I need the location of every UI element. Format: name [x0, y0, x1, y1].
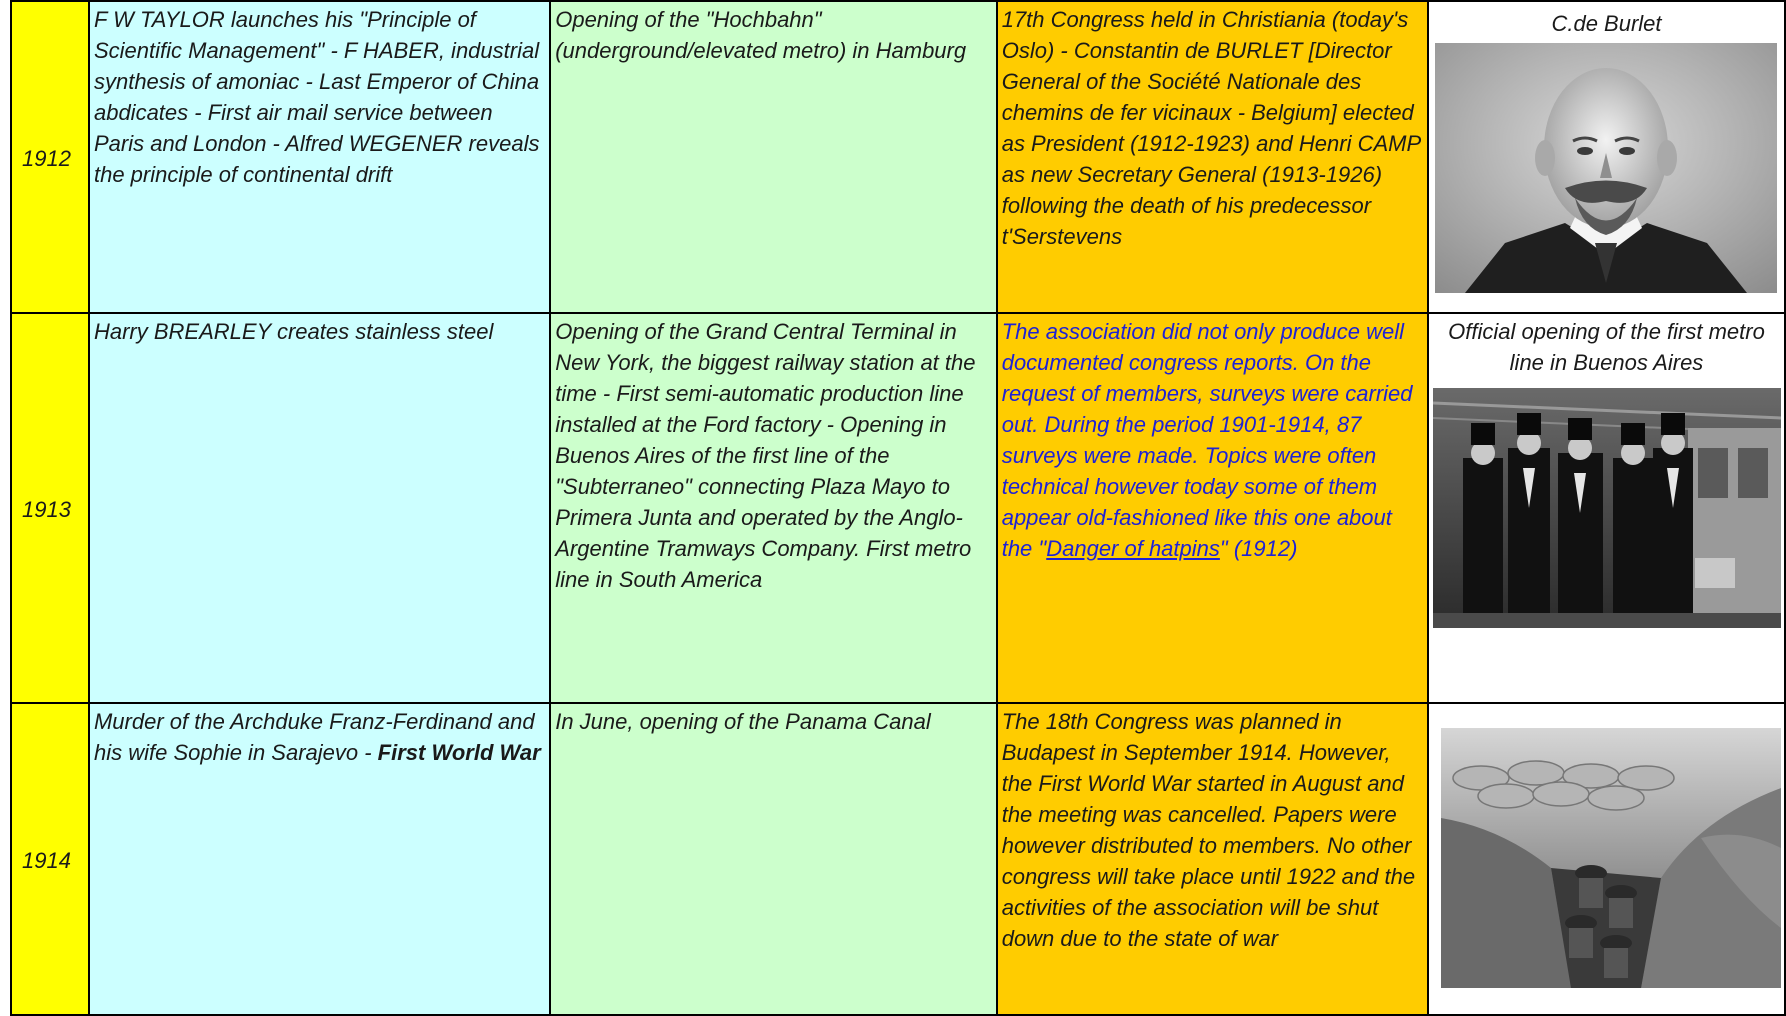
year-cell: 1914 — [11, 703, 89, 1015]
world-events-cell — [89, 703, 550, 1015]
association-events-cell: 17th Congress held in Christiania (today's Oslo) - Constantin de BURLET [Director General of the Société Nationale des chemins de fer vicinaux - Belgium] elected as President (1912-1923) and Henri CAMP as new Secretary General (1913-1926) following the death of his predecessor t'Serstevens — [997, 1, 1428, 313]
timeline-table — [10, 0, 1786, 1016]
world-events-cell: F W TAYLOR launches his "Principle of Scientific Management" - F HABER, industrial synthesis of amoniac - Last Emperor of China abdicates - First air mail service between Paris and London - Alfred WEGENER reveals the principle of continental drift — [89, 1, 550, 313]
photo-cell — [1428, 313, 1785, 703]
photo-cell — [1428, 1, 1785, 313]
hatpins-link[interactable]: Danger of hatpins — [1046, 536, 1220, 561]
association-text-end: " (1912) — [1219, 536, 1298, 561]
world-events-bold: First World War — [377, 740, 541, 765]
world-events-cell: Harry BREARLEY creates stainless steel — [89, 313, 550, 703]
timeline-row-1914 — [11, 703, 1785, 1015]
world-events-text: Murder of the Archduke Franz-Ferdinand and his wife Sophie in Sarajevo - — [93, 709, 535, 765]
trench-photo — [1441, 728, 1781, 988]
transport-events-cell: Opening of the Grand Central Terminal in New York, the biggest railway station at the time - First semi-automatic production line installed at the Ford factory - Opening in Buenos Aires of the first line of the "Subterraneo" connecting Plaza Mayo to Primera Junta and operated by the Anglo-Argentine Tramways Company. First metro line in South America — [550, 313, 996, 703]
metro-opening-photo — [1433, 388, 1781, 628]
transport-events-cell: In June, opening of the Panama Canal — [550, 703, 996, 1015]
year-cell: 1913 — [11, 313, 89, 703]
transport-events-cell: Opening of the "Hochbahn" (underground/elevated metro) in Hamburg — [550, 1, 996, 313]
portrait-photo — [1435, 43, 1777, 293]
timeline-row-1913 — [11, 313, 1785, 703]
association-events-cell: The 18th Congress was planned in Budapest in September 1914. However, the First World War started in August and the meeting was cancelled. Papers were however distributed to members. No other congress will take place until 1922 and the activities of the association will be shut down due to the state of war — [997, 703, 1428, 1015]
year-cell: 1912 — [11, 1, 89, 313]
association-text: The association did not only produce well documented congress reports. On the request of members, surveys were carried out. During the period 1901-1914, 87 surveys were made. Topics were often technical however today some of them appear old-fashioned like this one about the " — [1001, 319, 1413, 561]
association-events-cell — [997, 313, 1428, 703]
photo-cell — [1428, 703, 1785, 1015]
timeline-row-1912 — [11, 1, 1785, 313]
photo-caption: Official opening of the first metro line in Buenos Aires — [1448, 319, 1765, 375]
photo-caption: C.de Burlet — [1551, 11, 1662, 36]
